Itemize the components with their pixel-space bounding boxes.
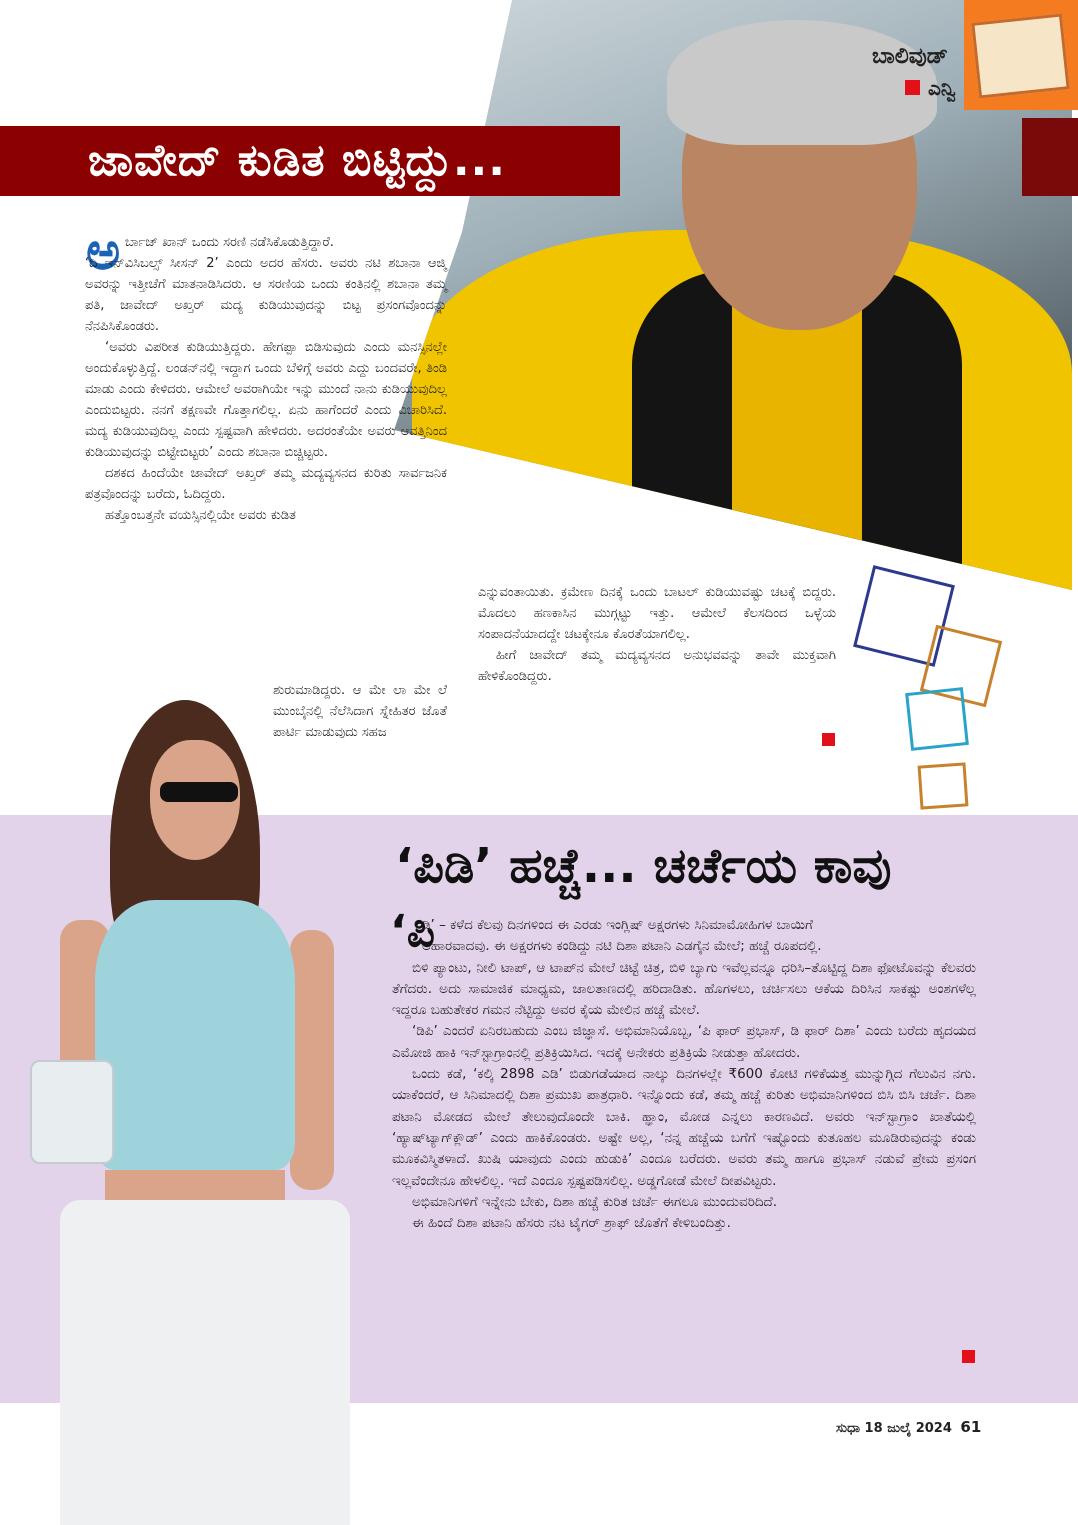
decorative-red-bar (1022, 118, 1078, 196)
article-2-paragraph-4: ಒಂದು ಕಡೆ, ‘ಕಲ್ಕಿ 2898 ಎಡಿ’ ಬಿಡುಗಡೆಯಾದ ನಾಲ್ಕು ದಿನಗಳಲ್ಲೇ ₹600 ಕೋಟಿ ಗಳಿಕೆಯತ್ತ ಮುನ್ನುಗ್ಗಿದ ಗೆಲುವಿನ ನಗು. ಯಾಕೆಂದರೆ, ಆ ಸಿನಿಮಾದಲ್ಲಿ ದಿಶಾ ಪ್ರಮುಖ ಪಾತ್ರಧಾರಿ. ಇನ್ನೊಂದು ಕಡೆ, ತಮ್ಮ ಹಚ್ಚೆ ಕುರಿತು ಅಭಿಮಾನಿಗಳಿಂದ ಬಿಸಿ ಬಿಸಿ ಚರ್ಚೆ. ದಿಶಾ ಪಟಾನಿ ಮೋಡದ ಮೇಲೆ ತೇಲುವುದೊಂದೇ ಬಾಕಿ. ಹ್ಞಾಂ, ಮೋಡ ಎನ್ನಲು ಕಾರಣವಿದೆ. ಅವರು ಇನ್‌ಸ್ಟಾಗ್ರಾಂ ಖಾತೆಯಲ್ಲಿ ‘ಹ್ಯಾಷ್‌ಟ್ಯಾಗ್‌ಕ್ಲೌಡ್’ ಎಂದು ಹಾಕಿಕೊಂಡರು. ಅಷ್ಟೇ ಅಲ್ಲ, ‘ನನ್ನ ಹಚ್ಚೆಯ ಬಗೆಗೆ ಇಷ್ಟೊಂದು ಕುತೂಹಲ ಮೂಡಿರುವುದನ್ನು ಕಂಡು ಮೂಕವಿಸ್ಮಿತಳಾದೆ. ಖುಷಿ ಯಾವುದು ಎಂದು ಹುಡುಕಿ’ ಎಂದೂ ಬರೆದರು. ಅವರು ತಮ್ಮ ಹಾಗೂ ಪ್ರಭಾಸ್ ನಡುವೆ ಪ್ರೇಮ ಪ್ರಸಂಗ ಇಲ್ಲವೆಂದೇನೂ ಹೇಳಲಿಲ್ಲ. ಇದೆ ಎಂದೂ ಸ್ಪಷ್ಟಪಡಿಸಲಿಲ್ಲ. ಅಡ್ಡಗೋಡೆ ಮೇಲೆ ದೀಪವಿಟ್ಟರು. (392, 1066, 976, 1189)
article-2-paragraph-5: ಅಭಿಮಾನಿಗಳಿಗೆ ಇನ್ನೇನು ಬೇಕು, ದಿಶಾ ಹಚ್ಚೆ ಕುರಿತ ಚರ್ಚೆ ಈಗಲೂ ಮುಂದುವರಿದಿದೆ. (412, 1193, 778, 1210)
article-1-paragraph-2: ‘ಅವರು ವಿಪರೀತ ಕುಡಿಯುತ್ತಿದ್ದರು. ಹೇಗಪ್ಪಾ ಬಿಡಿಸುವುದು ಎಂದು ಮನಸ್ಸಿನಲ್ಲೇ ಅಂದುಕೊಳ್ಳುತ್ತಿದ್ದೆ. ಲಂಡನ್‌ನಲ್ಲಿ ಇದ್ದಾಗ ಒಂದು ಬೆಳಿಗ್ಗೆ ಅವರು ಎದ್ದು ಬಂದವರೇ, ತಿಂಡಿ ಮಾಡು ಎಂದು ಕೇಳಿದರು. ಆಮೇಲೆ ಅವರಾಗಿಯೇ ಇನ್ನು ಮುಂದೆ ನಾನು ಕುಡಿಯುವುದಿಲ್ಲ ಎಂದುಬಿಟ್ಟರು. ನನಗೆ ತಕ್ಷಣವೇ ಗೊತ್ತಾಗಲಿಲ್ಲ. ಏನು ಹಾಗೆಂದರೆ ಎಂದು ವಿಚಾರಿಸಿದೆ. ಮದ್ಯ ಕುಡಿಯುವುದಿಲ್ಲ ಎಂದು ಸ್ಪಷ್ಟವಾಗಿ ಹೇಳಿದರು. ಅದರಂತೆಯೇ ಅವರು ಆವತ್ತಿನಿಂದ ಕುಡಿಯುವುದನ್ನು ಬಿಟ್ಟೇಬಿಟ್ಟರು’ ಎಂದು ಶಬಾನಾ ಬಿಚ್ಚಿಟ್ಟರು. (85, 340, 447, 460)
article-1-paragraph-3: ದಶಕದ ಹಿಂದೆಯೇ ಜಾವೇದ್ ಅಖ್ತರ್ ತಮ್ಮ ಮದ್ಯವ್ಯಸನದ ಕುರಿತು ಸಾರ್ವಜನಿಕ ಪತ್ರವೊಂದನ್ನು ಬರೆದು, ಓದಿದ್ದರು. (85, 466, 447, 502)
article-2-title: ‘ಪಿಡಿ’ ಹಚ್ಚೆ... ಚರ್ಚೆಯ ಕಾವು (395, 838, 892, 894)
decorative-square (918, 762, 969, 809)
article-1-column-2 (478, 582, 836, 687)
article-1-paragraph-4b: ಶುರುಮಾಡಿದ್ದರು. ಆ ಮೇ ಲಾ ಮೇ ಲೆ ಮುಂಬೈನಲ್ಲಿ ನೆಲೆಸಿದಾಗ ಸ್ನೇಹಿತರ ಜೊತೆ ಪಾರ್ಟಿ ಮಾಡುವುದು ಸಹಜ (273, 683, 447, 740)
article-1-paragraph-1: ‘ದಿ ಇನ್‌ವಿಸಿಬಲ್ಸ್ ಸೀಸನ್ 2’ ಎಂದು ಅದರ ಹೆಸರು. ಅವರು ನಟಿ ಶಬಾನಾ ಆಜ್ಮಿ ಅವರನ್ನು ಇತ್ತೀಚೆಗೆ ಮಾತನಾಡಿಸಿದರು. ಆ ಸರಣಿಯ ಒಂದು ಕಂತಿನಲ್ಲಿ ಶಬಾನಾ ತಮ್ಮ ಪತಿ, ಜಾವೇದ್ ಅಖ್ತರ್ ಮದ್ಯ ಕುಡಿಯುವುದನ್ನು ಬಿಟ್ಟ ಪ್ರಸಂಗವೊಂದನ್ನು ನೆನಪಿಸಿಕೊಂಡರು. (85, 256, 447, 334)
section-marker-square (905, 80, 920, 95)
article-2-first-line: ಡಿ’ – ಕಳೆದ ಕೆಲವು ದಿನಗಳಿಂದ ಈ ಎರಡು ಇಂಗ್ಲಿಷ್ ಅಕ್ಷರಗಳು ಸಿನಿಮಾಮೋಹಿಗಳ ಬಾಯಿಗೆ (422, 917, 813, 933)
article-2-paragraph-3: ‘ಡಿಪಿ’ ಎಂದರೆ ಏನಿರಬಹುದು ಎಂಬ ಜಿಜ್ಞಾಸೆ. ಅಭಿಮಾನಿಯೊಬ್ಬ, ‘ಪಿ ಫಾರ್ ಪ್ರಭಾಸ್, ಡಿ ಫಾರ್ ದಿಶಾ’ ಎಂದು ಬರೆದು ಹೃದಯದ ಎಮೋಜಿ ಹಾಕಿ ಇನ್‌ಸ್ಟಾಗ್ರಾಂನಲ್ಲಿ ಪ್ರತಿಕ್ರಿಯಿಸಿದ. ಇದಕ್ಕೆ ಅನೇಕರು ಪ್ರತಿಕ್ರಿಯೆ ನೀಡುತ್ತಾ ಹೋದರು. (392, 1023, 976, 1061)
page-footer (836, 1418, 981, 1436)
article-2-dropcap: ‘ಪಿ (390, 906, 435, 957)
article-2-end-mark (962, 1350, 975, 1363)
page-number: 61 (960, 1418, 982, 1436)
section-sublabel: ಎನ್ವಿ (928, 76, 956, 100)
article-1-column-1 (85, 232, 447, 526)
article-1-title: ಜಾವೇದ್ ಕುಡಿತ ಬಿಟ್ಟಿದ್ದು... (88, 135, 506, 186)
article-2-body (392, 915, 976, 1234)
disha-patani-photo (0, 690, 358, 1525)
decorative-square (905, 687, 969, 751)
article-1-first-line: ರ್ಬಾಜ್ ಖಾನ್ ಒಂದು ಸರಣಿ ನಡೆಸಿಕೊಡುತ್ತಿದ್ದಾರೆ. (125, 235, 334, 250)
article-1-dropcap: ಅ (86, 222, 121, 282)
article-2-paragraph-6: ಈ ಹಿಂದೆ ದಿಶಾ ಪಟಾನಿ ಹೆಸರು ನಟ ಟೈಗರ್ ಶ್ರಾಫ್ ಜೊತೆಗೆ ಕೇಳಿಬಂದಿತ್ತು. (412, 1215, 731, 1232)
section-badge-photo (971, 13, 1069, 98)
footer-magazine-date: ಸುಧಾ 18 ಜುಲೈ 2024 (836, 1421, 952, 1436)
article-1-end-mark (822, 733, 835, 746)
article-2-paragraph-2: ಬಿಳಿ ಪ್ಯಾಂಟು, ನೀಲಿ ಟಾಪ್, ಆ ಟಾಪ್‌ನ ಮೇಲೆ ಚಿಟ್ಟೆ ಚಿತ್ರ, ಬಿಳಿ ಬ್ಯಾಗು ಇವೆಲ್ಲವನ್ನೂ ಧರಿಸಿ–ತೊಟ್ಟಿದ್ದ ದಿಶಾ ಫೋಟೊವನ್ನು ಕೆಲವರು ತೆಗೆದರು. ಅದು ಸಾಮಾಜಿಕ ಮಾಧ್ಯಮ, ಜಾಲತಾಣದಲ್ಲಿ ಹರಿದಾಡಿತು. ಹೊಗಳಲು, ಚರ್ಚಿಸಲು ಆಕೆಯ ದಿರಿಸಿನ ಸಾಕಷ್ಟು ಅಂಶಗಳೆಲ್ಲ ಇದ್ದರೂ ಬಹುತೇಕರ ಗಮನ ನೆಟ್ಟಿದ್ದು ಅವರ ಕೈಯ ಮೇಲಿನ ಹಚ್ಚೆ ಮೇಲೆ. (392, 959, 976, 1019)
article-1-paragraph-4c: ಎನ್ನುವಂತಾಯಿತು. ಕ್ರಮೇಣ ದಿನಕ್ಕೆ ಒಂದು ಬಾಟಲ್ ಕುಡಿಯುವಷ್ಟು ಚಟಕ್ಕೆ ಬಿದ್ದರು. ಮೊದಲು ಹಣಕಾಸಿನ ಮುಗ್ಗಟ್ಟು ಇತ್ತು. ಆಮೇಲೆ ಕೆಲಸದಿಂದ ಒಳ್ಳೆಯ ಸಂಪಾದನೆಯಾದದ್ದೇ ಚಟಕ್ಕೇನೂ ಕೊರತೆಯಾಗಲಿಲ್ಲ. (478, 585, 836, 642)
article-2-paragraph-1: ಆಹಾರವಾದವು. ಈ ಅಕ್ಷರಗಳು ಕಂಡಿದ್ದು ನಟಿ ದಿಶಾ ಪಟಾನಿ ಎಡಗೈನ ಮೇಲೆ; ಹಚ್ಚೆ ರೂಪದಲ್ಲಿ. (422, 938, 822, 955)
article-1-paragraph-5: ಹೀಗೆ ಜಾವೇದ್ ತಮ್ಮ ಮದ್ಯವ್ಯಸನದ ಅನುಭವವನ್ನು ತಾವೇ ಮುಕ್ತವಾಗಿ ಹೇಳಿಕೊಂಡಿದ್ದರು. (478, 648, 836, 684)
article-1-paragraph-4a: ಹತ್ತೊಂಬತ್ತನೇ ವಯಸ್ಸಿನಲ್ಲಿಯೇ ಅವರು ಕುಡಿತ (105, 508, 296, 523)
section-label: ಬಾಲಿವುಡ್ (872, 44, 948, 69)
